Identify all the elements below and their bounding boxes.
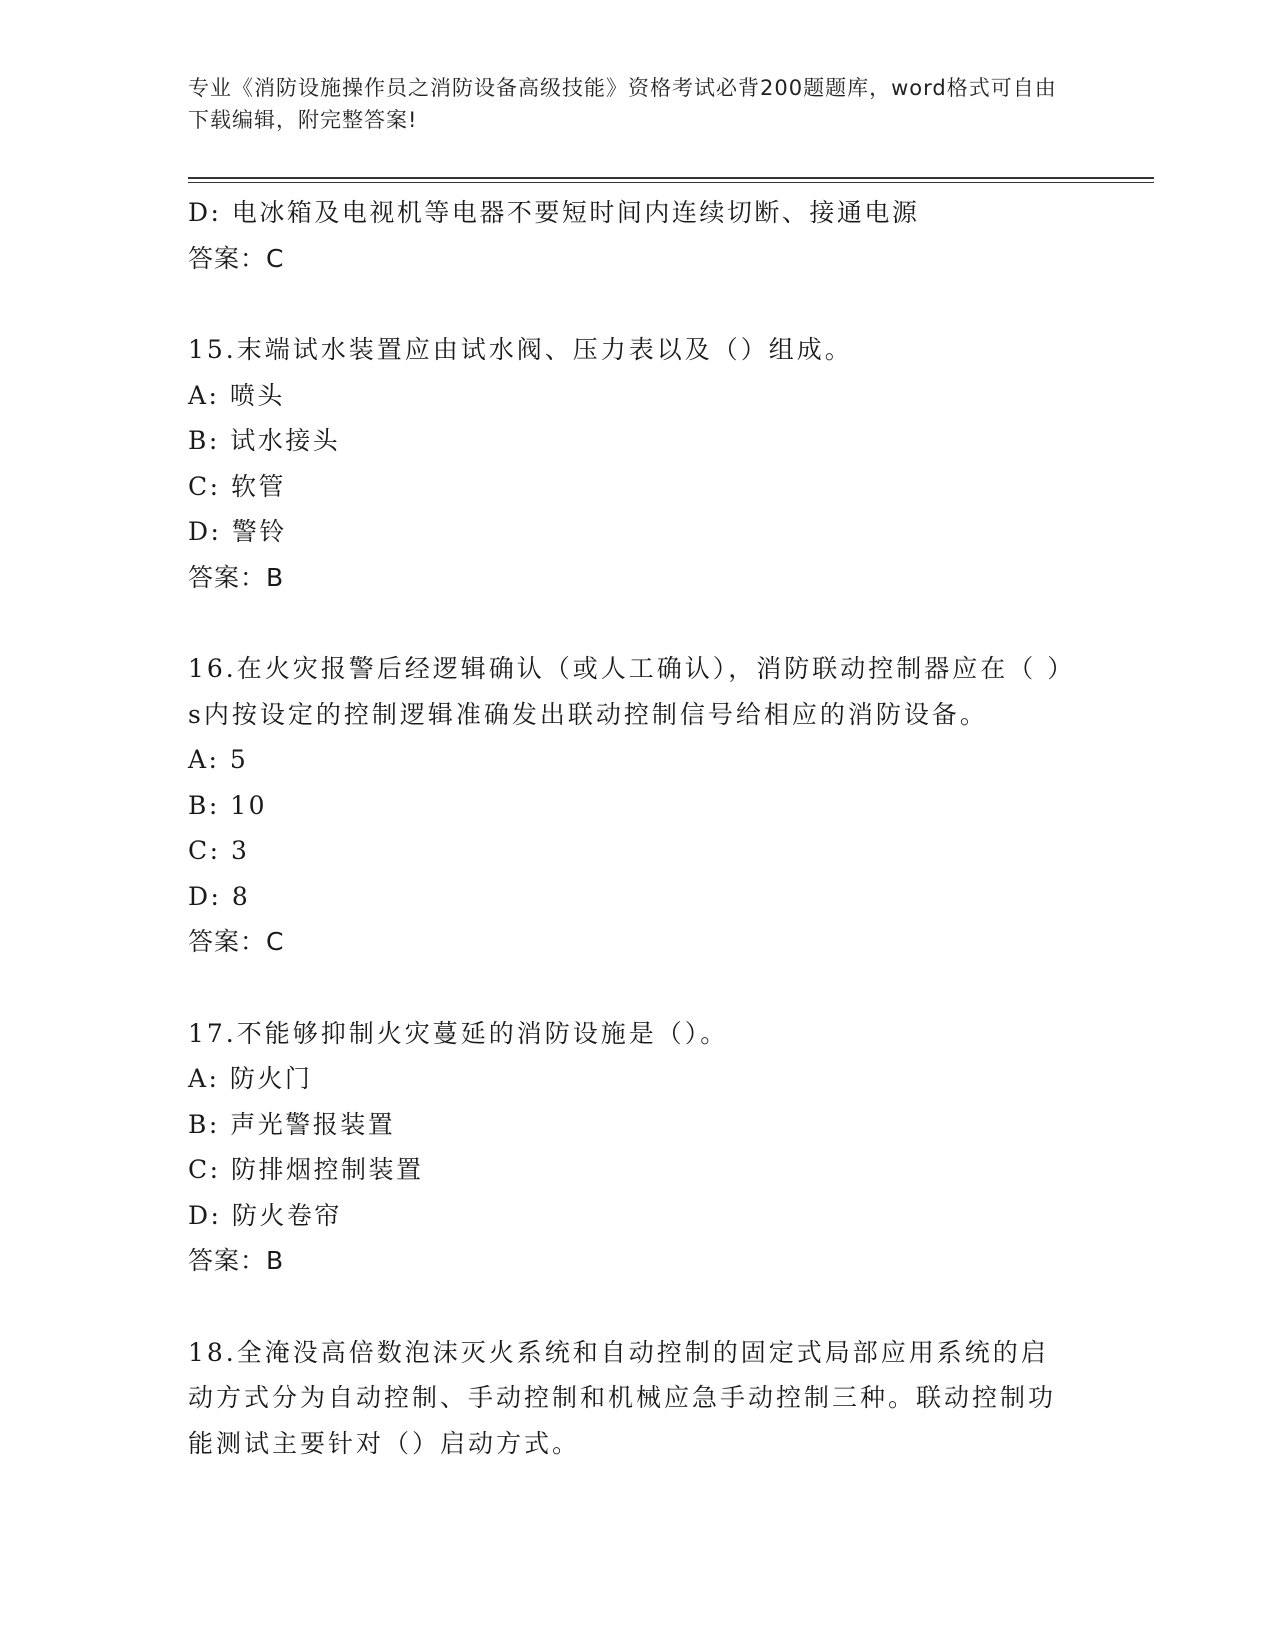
question-stem: 15.末端试水装置应由试水阀、压力表以及（）组成。 <box>188 335 853 364</box>
option-a: A: 喷头 <box>188 380 285 410</box>
option-c: C: 软管 <box>188 471 286 501</box>
question-stem: 18.全淹没高倍数泡沫灭火系统和自动控制的固定式局部应用系统的启动方式分为自动控制、手动控制和机械应急手动控制三种。联动控制功能测试主要针对（）启动方式。 <box>188 1337 1057 1458</box>
question-15 <box>188 327 1088 600</box>
question-17 <box>188 1011 1088 1284</box>
option-b: B: 10 <box>188 790 268 820</box>
answer-line: 答案：C <box>188 243 285 273</box>
option-b: B: 声光警报装置 <box>188 1109 396 1139</box>
option-c: C: 3 <box>188 836 250 865</box>
question-18 <box>188 1330 1088 1467</box>
question-stem: 16.在火灾报警后经逻辑确认（或人工确认），消防联动控制器应在（ ）s内按设定的控制逻辑准确发出联动控制信号给相应的消防设备。 <box>188 654 1063 729</box>
option-c: C: 防排烟控制装置 <box>188 1155 424 1184</box>
header-rule-thick <box>188 177 1154 179</box>
question-stem: 17.不能够抑制火灾蔓延的消防设施是（）。 <box>188 1018 729 1048</box>
page-header: 专业《消防设施操作员之消防设备高级技能》资格考试必背200题题库，word格式可自由下载编辑，附完整答案! <box>188 76 1057 132</box>
answer-line: 答案：C <box>188 927 285 956</box>
header-rule-thin <box>188 182 1154 183</box>
option-d: D: 警铃 <box>188 517 287 546</box>
option-a: A: 5 <box>188 745 249 774</box>
option-d: D: 8 <box>188 881 251 911</box>
option-a: A: 防火门 <box>188 1064 313 1093</box>
answer-line: 答案：B <box>188 562 285 592</box>
option-d: D: 电冰箱及电视机等电器不要短时间内连续切断、接通电源 <box>188 198 920 227</box>
question-list <box>188 190 1088 1512</box>
question-16 <box>188 646 1088 965</box>
question-14-tail <box>188 190 1088 281</box>
option-d: D: 防火卷帘 <box>188 1200 342 1230</box>
answer-line: 答案：B <box>188 1246 285 1275</box>
option-b: B: 试水接头 <box>188 426 341 455</box>
